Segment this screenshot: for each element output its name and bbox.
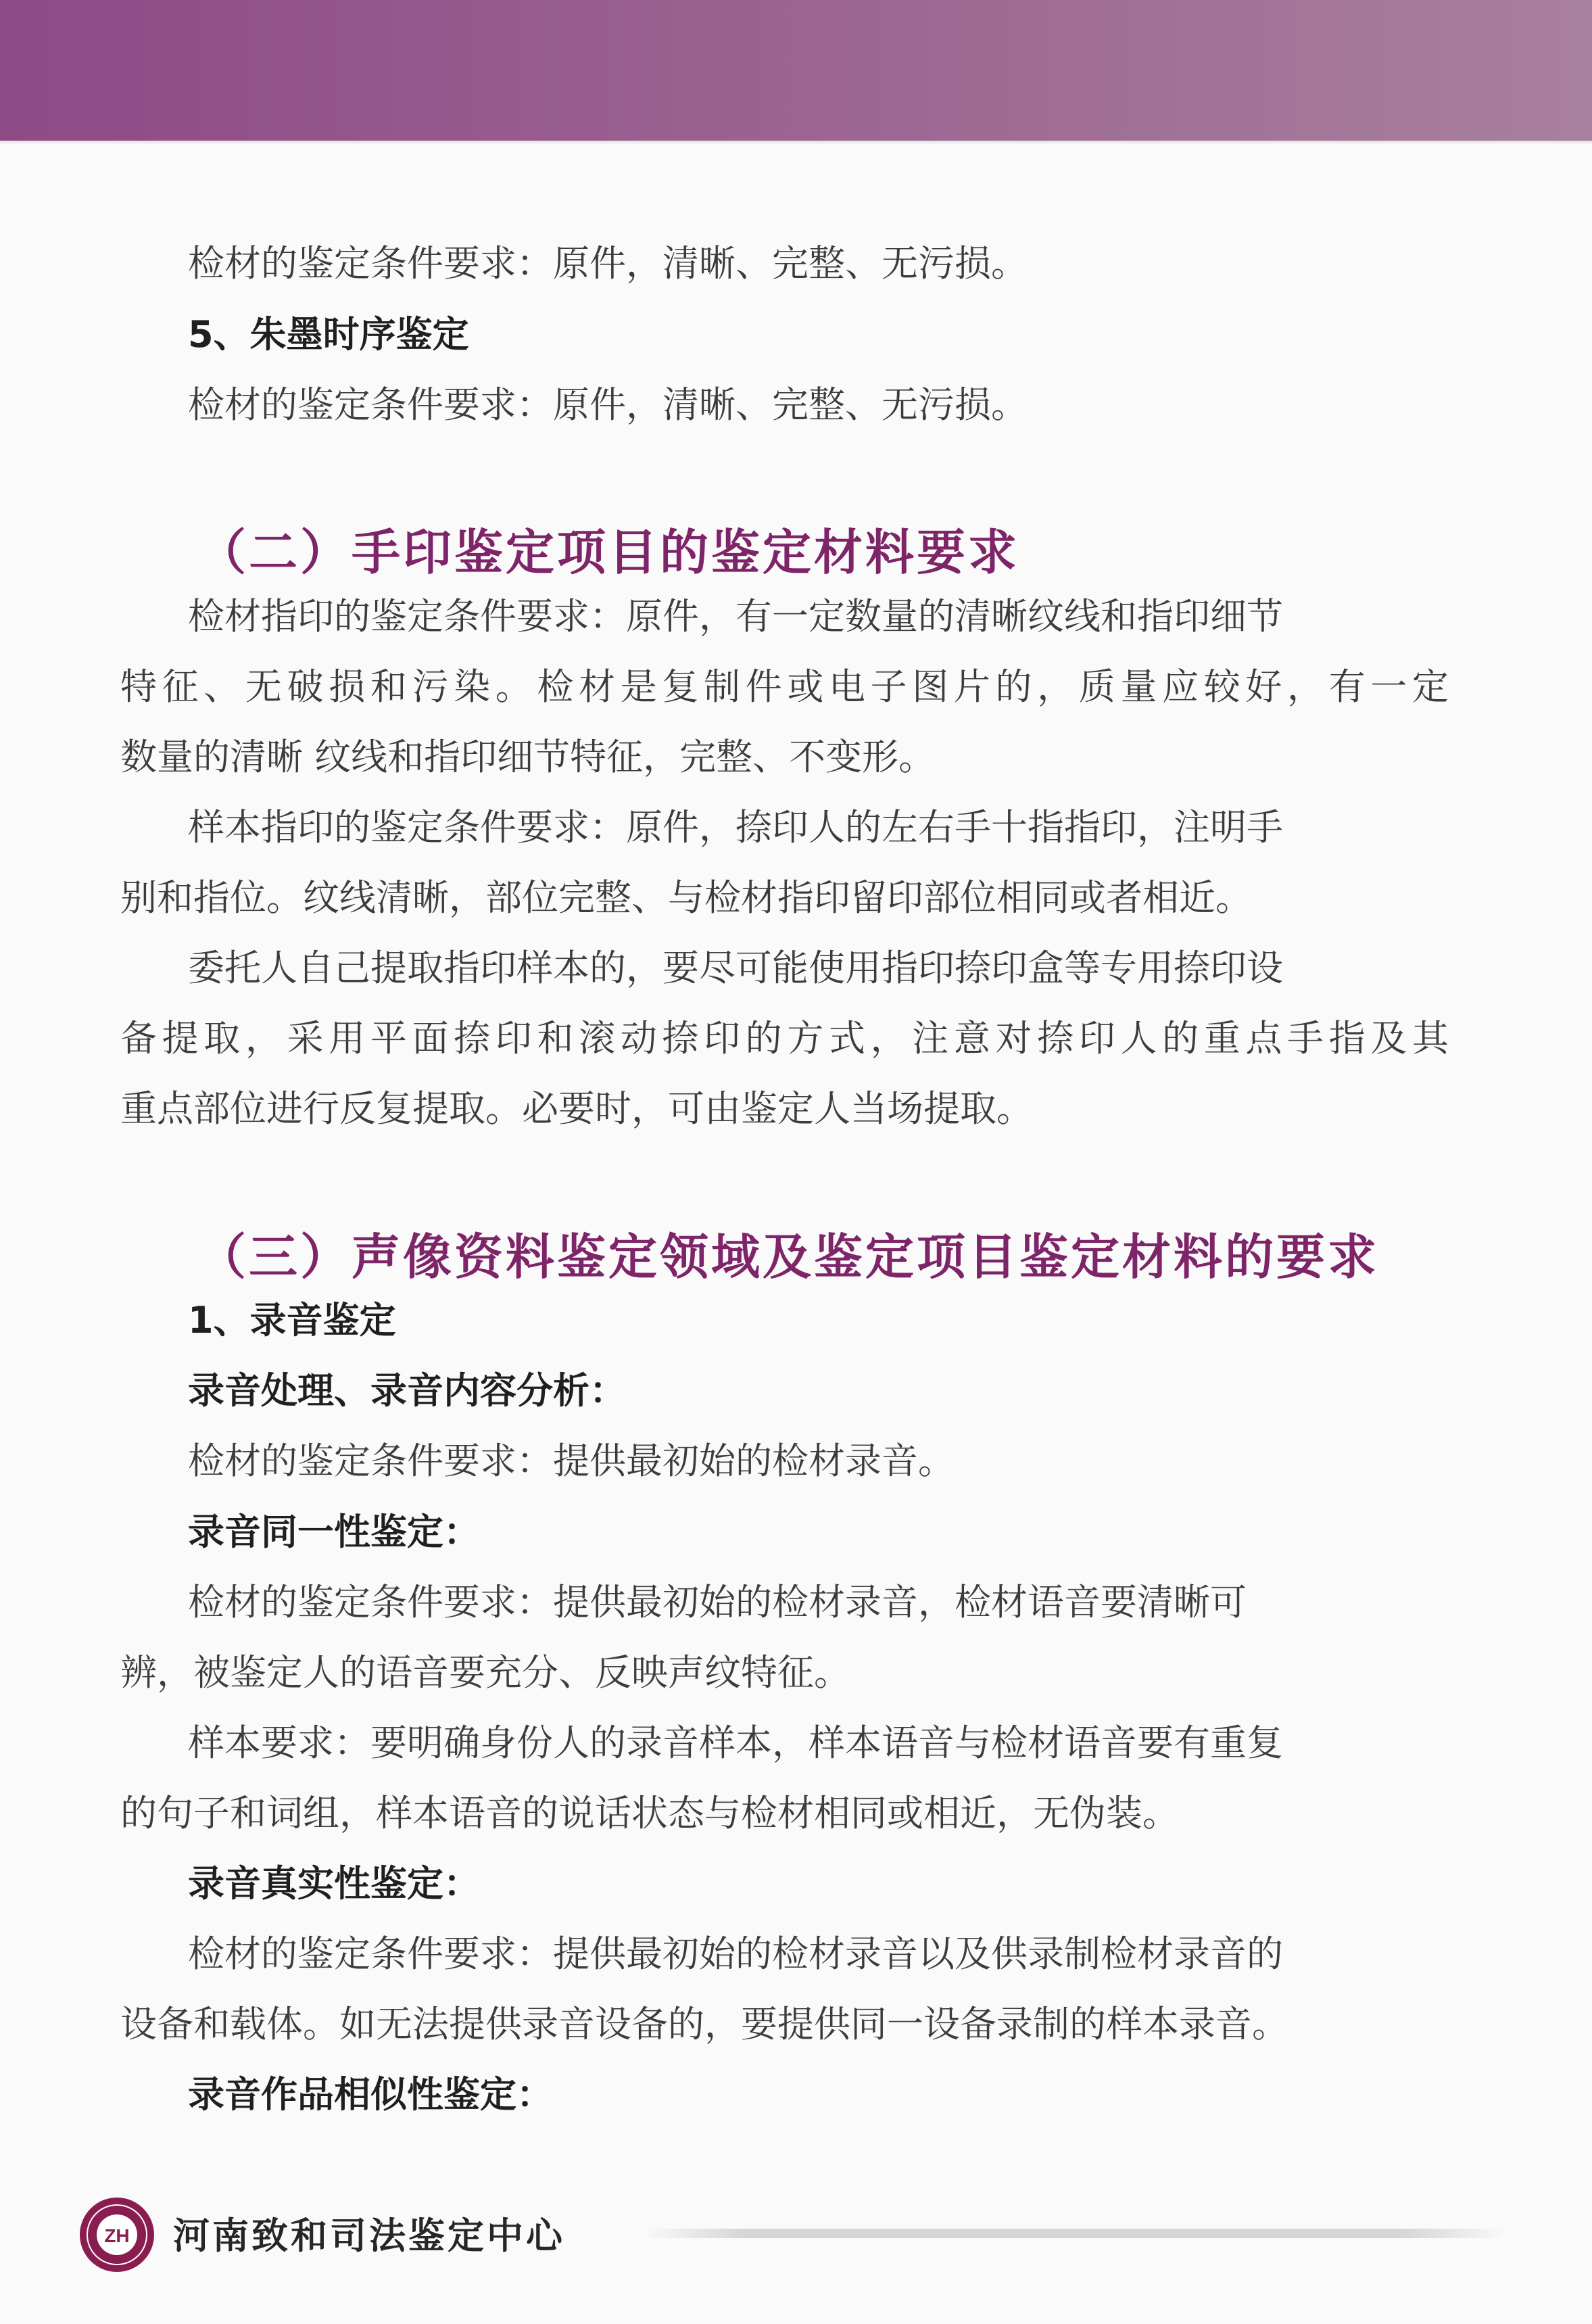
body-text: 的句子和词组，样本语音的说话状态与检材相同或相近，无伪装。 (120, 1792, 1179, 1834)
subheading: 录音作品相似性鉴定： (188, 2073, 553, 2116)
body-text: 检材的鉴定条件要求：提供最初始的检材录音，检材语音要清晰可 (188, 1581, 1247, 1623)
body-text: 检材的鉴定条件要求：提供最初始的检材录音以及供录制检材录音的 (188, 1932, 1283, 1975)
body-text: 检材的鉴定条件要求：原件，清晰、完整、无污损。 (188, 242, 1028, 285)
subheading: 1、录音鉴定 (188, 1299, 396, 1342)
section-heading: （二）手印鉴定项目的鉴定材料要求 (197, 524, 1020, 581)
header-band (0, 0, 1592, 141)
organization-name: 河南致和司法鉴定中心 (173, 2214, 565, 2257)
body-text: 重点部位进行反复提取。必要时，可由鉴定人当场提取。 (120, 1087, 1033, 1130)
body-text: 样本要求：要明确身份人的录音样本，样本语音与检材语音要有重复 (188, 1722, 1283, 1764)
footer-divider (642, 2229, 1507, 2238)
body-text: 检材的鉴定条件要求：提供最初始的检材录音。 (188, 1440, 955, 1482)
body-text: 辨，被鉴定人的语音要充分、反映声纹特征。 (120, 1651, 850, 1694)
subheading: 5、朱墨时序鉴定 (188, 313, 469, 356)
body-text: 特征、无破损和污染。检材是复制件或电子图片的，质量应较好，有一定 (120, 665, 1449, 708)
logo-mark: ZH (104, 2225, 130, 2246)
body-text: 别和指位。纹线清晰，部位完整、与检材指印留印部位相同或者相近。 (120, 876, 1252, 919)
body-text: 数量的清晰 纹线和指印细节特征，完整、不变形。 (120, 736, 936, 778)
body-text: 检材的鉴定条件要求：原件，清晰、完整、无污损。 (188, 383, 1028, 426)
body-text: 样本指印的鉴定条件要求：原件，捺印人的左右手十指指印，注明手 (188, 806, 1283, 849)
body-text: 委托人自己提取指印样本的，要尽可能使用指印捺印盒等专用捺印设 (188, 947, 1283, 989)
subheading: 录音同一性鉴定： (188, 1511, 480, 1553)
organization-logo-icon (78, 2196, 156, 2274)
section-heading: （三）声像资料鉴定领域及鉴定项目鉴定材料的要求 (197, 1229, 1380, 1285)
subheading: 录音处理、录音内容分析： (188, 1369, 626, 1412)
body-text: 备提取，采用平面捺印和滚动捺印的方式，注意对捺印人的重点手指及其 (120, 1017, 1449, 1060)
body-text: 设备和载体。如无法提供录音设备的，要提供同一设备录制的样本录音。 (120, 2003, 1288, 2045)
subheading: 录音真实性鉴定： (188, 1862, 480, 1905)
body-text: 检材指印的鉴定条件要求：原件，有一定数量的清晰纹线和指印细节 (188, 595, 1283, 638)
